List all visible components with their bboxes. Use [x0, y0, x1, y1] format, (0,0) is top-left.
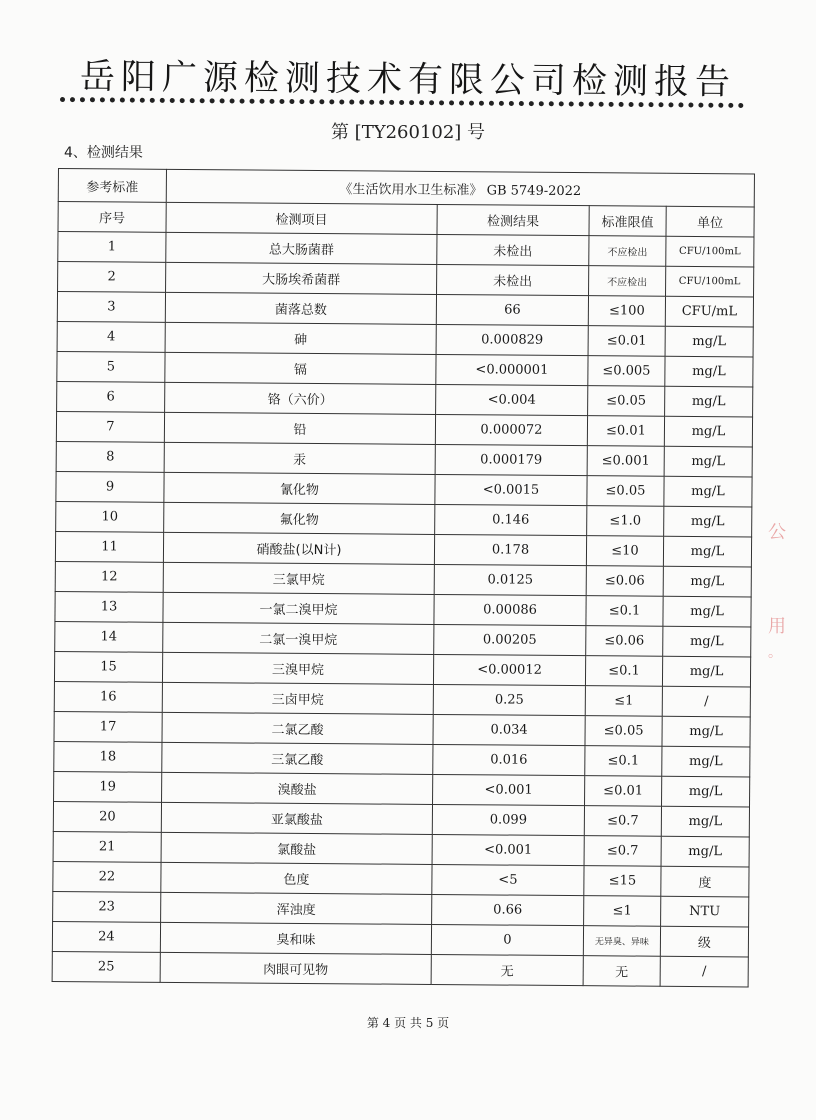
cell-unit: /: [662, 686, 750, 717]
cell-result: 0: [431, 924, 583, 955]
cell-unit: mg/L: [662, 716, 750, 747]
cell-item: 臭和味: [160, 922, 431, 954]
cell-unit: mg/L: [662, 656, 750, 687]
cell-limit: ≤0.01: [587, 416, 664, 447]
column-header-item: 检测项目: [166, 202, 437, 234]
cell-result: 0.00086: [434, 594, 586, 625]
cell-item: 铅: [164, 412, 435, 444]
cell-item: 汞: [164, 442, 435, 474]
cell-unit: mg/L: [661, 836, 749, 867]
cell-result: 0.034: [433, 714, 585, 745]
cell-index: 3: [57, 292, 165, 323]
cell-item: 氯酸盐: [161, 832, 432, 864]
reference-label: 参考标准: [58, 169, 166, 203]
cell-unit: CFU/100mL: [666, 266, 754, 297]
cell-index: 4: [57, 321, 165, 352]
results-table: [52, 168, 755, 987]
cell-limit: ≤100: [588, 296, 665, 327]
cell-index: 18: [54, 741, 162, 772]
cell-unit: /: [660, 956, 748, 987]
cell-item: 三卤甲烷: [162, 682, 433, 714]
cell-limit: 不应检出: [589, 236, 666, 267]
cell-item: 肉眼可见物: [160, 952, 431, 984]
cell-index: 23: [53, 891, 161, 922]
cell-index: 7: [56, 411, 164, 442]
cell-result: 0.000179: [435, 444, 587, 475]
cell-unit: mg/L: [665, 326, 753, 357]
cell-limit: 不应检出: [589, 266, 666, 297]
cell-limit: ≤1.0: [587, 506, 664, 537]
cell-index: 20: [53, 801, 161, 832]
cell-result: 0.146: [435, 504, 587, 535]
cell-unit: CFU/mL: [665, 296, 753, 327]
cell-result: 0.00205: [434, 624, 586, 655]
cell-item: 亚氯酸盐: [161, 802, 432, 834]
reference-standard-row: [58, 169, 754, 207]
cell-unit: 度: [661, 866, 749, 897]
cell-limit: ≤0.005: [588, 356, 665, 387]
cell-result: 未检出: [437, 264, 589, 295]
cell-result: 未检出: [437, 234, 589, 265]
cell-index: 14: [55, 621, 163, 652]
company-title: 岳阳广源检测技术有限公司检测报告: [79, 57, 737, 103]
cell-item: 溴酸盐: [162, 772, 433, 804]
cell-index: 16: [54, 681, 162, 712]
cell-result: 0.099: [432, 804, 584, 835]
cell-limit: ≤10: [586, 536, 663, 567]
cell-limit: ≤1: [585, 686, 662, 717]
cell-item: 大肠埃希菌群: [166, 262, 437, 294]
cell-index: 13: [55, 591, 163, 622]
cell-limit: 无: [583, 956, 660, 987]
cell-index: 6: [57, 381, 165, 412]
cell-result: <0.0015: [435, 474, 587, 505]
cell-index: 24: [52, 921, 160, 952]
cell-limit: ≤0.7: [584, 806, 661, 837]
cell-result: 0.000072: [435, 414, 587, 445]
cell-item: 三溴甲烷: [162, 652, 433, 684]
cell-index: 15: [54, 651, 162, 682]
cell-result: 0.25: [433, 684, 585, 715]
cell-unit: NTU: [661, 896, 749, 927]
cell-result: <0.004: [436, 384, 588, 415]
cell-result: 66: [436, 294, 588, 325]
cell-item: 浑浊度: [161, 892, 432, 924]
partial-stamp: [768, 518, 798, 678]
cell-limit: ≤0.05: [587, 476, 664, 507]
cell-index: 10: [56, 501, 164, 532]
cell-unit: mg/L: [664, 416, 752, 447]
cell-item: 氰化物: [164, 472, 435, 504]
cell-limit: ≤0.7: [584, 836, 661, 867]
cell-limit: ≤0.05: [588, 386, 665, 417]
column-header-index: 序号: [58, 202, 166, 233]
cell-unit: mg/L: [663, 596, 751, 627]
cell-result: 无: [431, 954, 583, 985]
cell-limit: ≤0.001: [587, 446, 664, 477]
cell-item: 砷: [165, 322, 436, 354]
cell-result: 0.178: [434, 534, 586, 565]
cell-item: 氟化物: [164, 502, 435, 534]
cell-unit: mg/L: [663, 626, 751, 657]
cell-index: 9: [56, 471, 164, 502]
column-header-limit: 标准限值: [589, 206, 666, 237]
cell-result: 0.66: [432, 894, 584, 925]
cell-item: 镉: [165, 352, 436, 384]
cell-item: 二氯一溴甲烷: [163, 622, 434, 654]
cell-item: 二氯乙酸: [162, 712, 433, 744]
cell-limit: ≤0.1: [585, 746, 662, 777]
cell-index: 1: [58, 232, 166, 263]
cell-result: <0.001: [432, 834, 584, 865]
cell-index: 25: [52, 951, 160, 982]
cell-index: 22: [53, 861, 161, 892]
cell-result: <0.001: [433, 774, 585, 805]
cell-unit: mg/L: [663, 566, 751, 597]
cell-result: 0.016: [433, 744, 585, 775]
cell-unit: mg/L: [663, 536, 751, 567]
cell-item: 总大肠菌群: [166, 232, 437, 264]
cell-index: 21: [53, 831, 161, 862]
cell-index: 8: [56, 441, 164, 472]
cell-unit: mg/L: [665, 356, 753, 387]
table-row: [52, 951, 748, 986]
section-title: 4、检测结果: [64, 145, 143, 161]
cell-limit: ≤0.01: [585, 776, 662, 807]
cell-unit: CFU/100mL: [666, 236, 754, 267]
cell-limit: ≤0.06: [586, 566, 663, 597]
cell-index: 12: [55, 561, 163, 592]
cell-index: 19: [54, 771, 162, 802]
stamp-fragment: 用: [768, 616, 786, 637]
cell-limit: ≤0.06: [586, 626, 663, 657]
cell-limit: ≤0.1: [586, 596, 663, 627]
cell-unit: mg/L: [664, 476, 752, 507]
cell-item: 铬（六价）: [165, 382, 436, 414]
cell-unit: 级: [660, 926, 748, 957]
stamp-fragment: 。: [768, 645, 782, 661]
cell-item: 菌落总数: [165, 292, 436, 324]
cell-limit: 无异臭、异味: [583, 926, 660, 957]
reference-standard-value: 《生活饮用水卫生标准》 GB 5749-2022: [166, 169, 754, 207]
cell-item: 色度: [161, 862, 432, 894]
cell-item: 一氯二溴甲烷: [163, 592, 434, 624]
cell-unit: mg/L: [665, 386, 753, 417]
cell-item: 三氯乙酸: [162, 742, 433, 774]
cell-result: 0.000829: [436, 324, 588, 355]
cell-result: 0.0125: [434, 564, 586, 595]
cell-limit: ≤15: [584, 866, 661, 897]
column-header-unit: 单位: [666, 206, 754, 237]
cell-limit: ≤0.05: [585, 716, 662, 747]
cell-result: <0.000001: [436, 354, 588, 385]
cell-item: 硝酸盐(以N计): [163, 532, 434, 564]
cell-unit: mg/L: [664, 506, 752, 537]
cell-index: 2: [58, 262, 166, 293]
page-footer: 第 4 页 共 5 页: [366, 1016, 450, 1030]
column-header-result: 检测结果: [437, 204, 589, 235]
cell-index: 5: [57, 351, 165, 382]
cell-index: 17: [54, 711, 162, 742]
stamp-fragment: 公: [768, 522, 786, 543]
cell-limit: ≤1: [584, 896, 661, 927]
report-number: 第 [TY260102] 号: [330, 122, 486, 143]
cell-unit: mg/L: [661, 806, 749, 837]
cell-limit: ≤0.1: [585, 656, 662, 687]
cell-unit: mg/L: [662, 746, 750, 777]
cell-limit: ≤0.01: [588, 326, 665, 357]
cell-index: 11: [55, 531, 163, 562]
cell-unit: mg/L: [664, 446, 752, 477]
cell-result: <0.00012: [433, 654, 585, 685]
cell-result: <5: [432, 864, 584, 895]
cell-item: 三氯甲烷: [163, 562, 434, 594]
cell-unit: mg/L: [662, 776, 750, 807]
